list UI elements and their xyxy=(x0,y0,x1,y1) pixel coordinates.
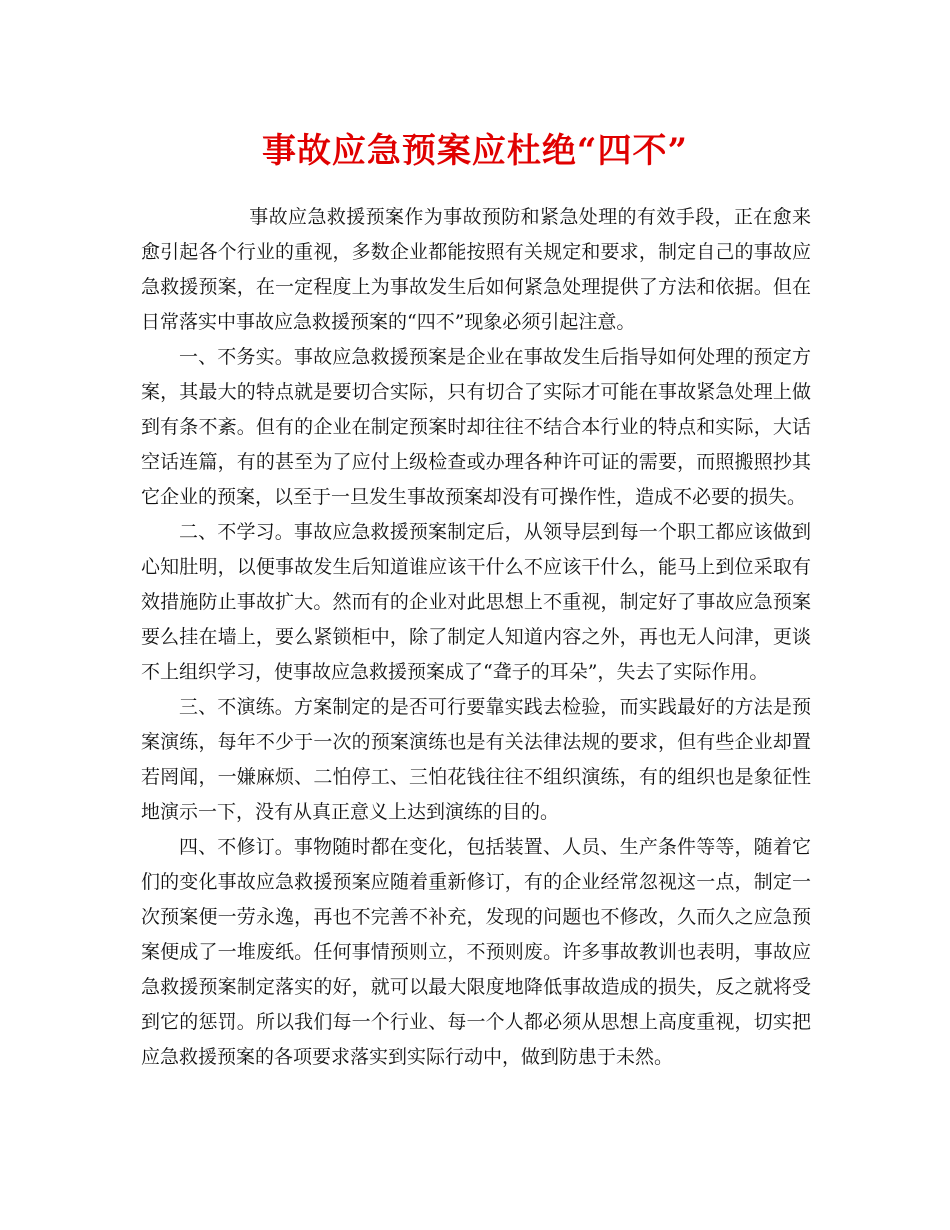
paragraph-not-revising: 四、不修订。事物随时都在变化，包括装置、人员、生产条件等等，随着它们的变化事故应急救援预案应随着重新修订，有的企业经常忽视这一点，制定一次预案便一劳永逸，再也不完善不补充，发现的问题也不修改，久而久之应急预案便成了一堆废纸。任何事情预则立，不预则废。许多事故教训也表明，事故应急救援预案制定落实的好，就可以最大限度地降低事故造成的损失，反之就将受到它的惩罚。所以我们每一个行业、每一个人都必须从思想上高度重视，切实把应急救援预案的各项要求落实到实际行动中，做到防患于未然。 xyxy=(141,836,811,1068)
paragraph-intro: 事故应急救援预案作为事故预防和紧急处理的有效手段，正在愈来愈引起各个行业的重视，多数企业都能按照有关规定和要求，制定自己的事故应急救援预案，在一定程度上为事故发生后如何紧急处理提供了方法和依据。但在日常落实中事故应急救援预案的“四不”现象必须引起注意。 xyxy=(141,206,811,333)
document-body xyxy=(141,200,811,1075)
document-title: 事故应急预案应杜绝“四不” xyxy=(261,131,689,171)
paragraph-not-learning: 二、不学习。事故应急救援预案制定后，从领导层到每一个职工都应该做到心知肚明，以便事故发生后知道谁应该干什么不应该干什么，能马上到位采取有效措施防止事故扩大。然而有的企业对此思想上不重视，制定好了事故应急预案要么挂在墙上，要么紧锁柜中，除了制定人知道内容之外，再也无人问津，更谈不上组织学习，使事故应急救援预案成了“聋子的耳朵”，失去了实际作用。 xyxy=(141,521,811,683)
paragraph-not-practical: 一、不务实。事故应急救援预案是企业在事故发生后指导如何处理的预定方案，其最大的特点就是要切合实际，只有切合了实际才可能在事故紧急处理上做到有条不紊。但有的企业在制定预案时却往往不结合本行业的特点和实际，大话空话连篇，有的甚至为了应付上级检查或办理各种许可证的需要，而照搬照抄其它企业的预案，以至于一旦发生事故预案却没有可操作性，造成不必要的损失。 xyxy=(141,346,811,508)
paragraph-not-drilling: 三、不演练。方案制定的是否可行要靠实践去检验，而实践最好的方法是预案演练，每年不少于一次的预案演练也是有关法律法规的要求，但有些企业却置若罔闻，一嫌麻烦、二怕停工、三怕花钱往往不组织演练，有的组织也是象征性地演示一下，没有从真正意义上达到演练的目的。 xyxy=(141,696,811,823)
